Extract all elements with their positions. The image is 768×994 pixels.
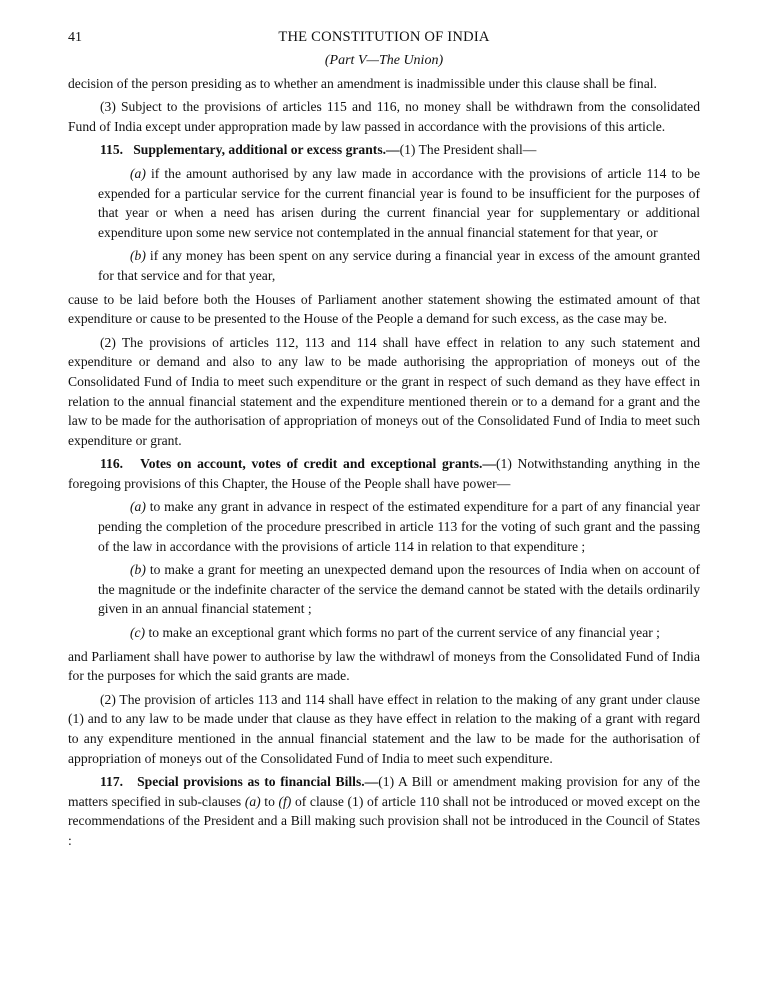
- article-116-clause-c: [98, 623, 700, 643]
- article-115-clause-b: [98, 246, 700, 285]
- page-number: 41: [68, 30, 82, 45]
- article-115-clause-2: (2) The provisions of articles 112, 113 and 114 shall have effect in relation to any such statement and expenditure or demand and also to any law to be made authorising the appropriation of moneys out of the Consolidated Fund of India to meet such expenditure or the grant in respect of such demand as they have effect in relation to the annual financial statement and the expenditure mentioned therein or to a demand for a grant and the law to be made for the authorisation of appropriation of moneys out of the Consolidated Fund of India to meet such expenditure or grant.: [68, 334, 700, 448]
- article-117-text: of clause (1) of article 110 shall not be introduced or moved except on the recommendations of the President and a Bill making such provision shall not be introduced in the Council of States :: [68, 793, 700, 848]
- article-116-tail: and Parliament shall have power to authorise by law the withdrawl of moneys from the Consolidated Fund of India for the purposes for which the said grants are made.: [68, 648, 700, 684]
- document-title: THE CONSTITUTION OF INDIA: [278, 29, 490, 45]
- article-116-clause-2: (2) The provision of articles 113 and 114 shall have effect in relation to the making of any grant under clause (1) and to any law to be made under that clause as they have effect in relation to the making of a grant with regard to any expenditure mentioned in the annual financial statement and the law to be made for the authorisation of appropriation of moneys out of the Consolidated Fund of India to meet such expenditure.: [68, 691, 700, 766]
- connector-text: to: [260, 793, 279, 809]
- clause-text: if the amount authorised by any law made in accordance with the provisions of article 114 to be expended for a particular service for the current financial year is found to be insufficient for the purposes of that year or when a need has arisen during the current financial year for supplementary or additional expenditure upon some new service not contemplated in the annual financial statement for that year, or: [98, 165, 700, 240]
- document-page: [68, 24, 700, 855]
- article-117-lead: (1) A Bill or amendment making provision for any of the matters specified in sub-clauses: [68, 774, 700, 809]
- article-117-heading-para: [68, 772, 700, 850]
- clause-text: to make any grant in advance in respect of the estimated expenditure for a part of any financial year pending the completion of the procedure prescribed in article 113 for the voting of such grant and the passing of the law in accordance with the provisions of article 114 in relation to that expenditure ;: [98, 499, 700, 554]
- clause-marker: (f): [278, 793, 292, 809]
- article-115-heading-para: [68, 140, 700, 160]
- clause-text: to make a grant for meeting an unexpected demand upon the resources of India when on account of the magnitude or the indefinite character of the service the demand cannot be stated with the details ordinarily given in an annual financial statement ;: [98, 562, 700, 617]
- article-116-heading: Votes on account, votes of credit and exceptional grants.—: [140, 456, 497, 472]
- clause-marker: (a): [130, 165, 146, 181]
- article-115-heading: Supplementary, additional or excess grants.—: [133, 142, 400, 158]
- clause-text: to make an exceptional grant which forms no part of the current service of any financial year ;: [145, 625, 660, 641]
- part-heading: (Part V—The Union): [324, 53, 444, 68]
- article-117-number: 117.: [100, 774, 124, 790]
- clause-marker: (a): [244, 793, 261, 809]
- article-115-clause-a: [98, 164, 700, 242]
- clause-marker: (b): [130, 248, 146, 264]
- article-116-lead: (1) Notwithstanding anything in the foregoing provisions of this Chapter, the House of the People shall have power—: [68, 456, 700, 491]
- article-116-heading-para: [68, 454, 700, 493]
- paragraph-continuation: decision of the person presiding as to whether an amendment is inadmissible under this clause shall be final.: [68, 75, 657, 91]
- clause-marker: (c): [130, 625, 146, 641]
- article-116-clause-a: [98, 497, 700, 556]
- clause-marker: (b): [130, 562, 146, 578]
- article-114-clause-3: (3) Subject to the provisions of articles 115 and 116, no money shall be withdrawn from the consolidated Fund of India except under appropration made by law passed in accordance with the provisions of this article.: [68, 99, 700, 134]
- article-115-number: 115.: [100, 142, 124, 158]
- article-116-number: 116.: [100, 456, 124, 472]
- article-117-heading: Special provisions as to financial Bills.—: [137, 774, 379, 790]
- article-116-clause-b: [98, 560, 700, 619]
- page-header: [68, 24, 700, 46]
- clause-marker: (a): [130, 499, 146, 515]
- article-115-tail: cause to be laid before both the Houses of Parliament another statement showing the estimated amount of that expenditure or cause to be presented to the House of the People a demand for such excess, as the case may be.: [68, 291, 700, 327]
- clause-text: if any money has been spent on any service during a financial year in excess of the amount granted for that service and for that year,: [98, 248, 700, 283]
- article-115-lead: (1) The President shall—: [399, 142, 537, 158]
